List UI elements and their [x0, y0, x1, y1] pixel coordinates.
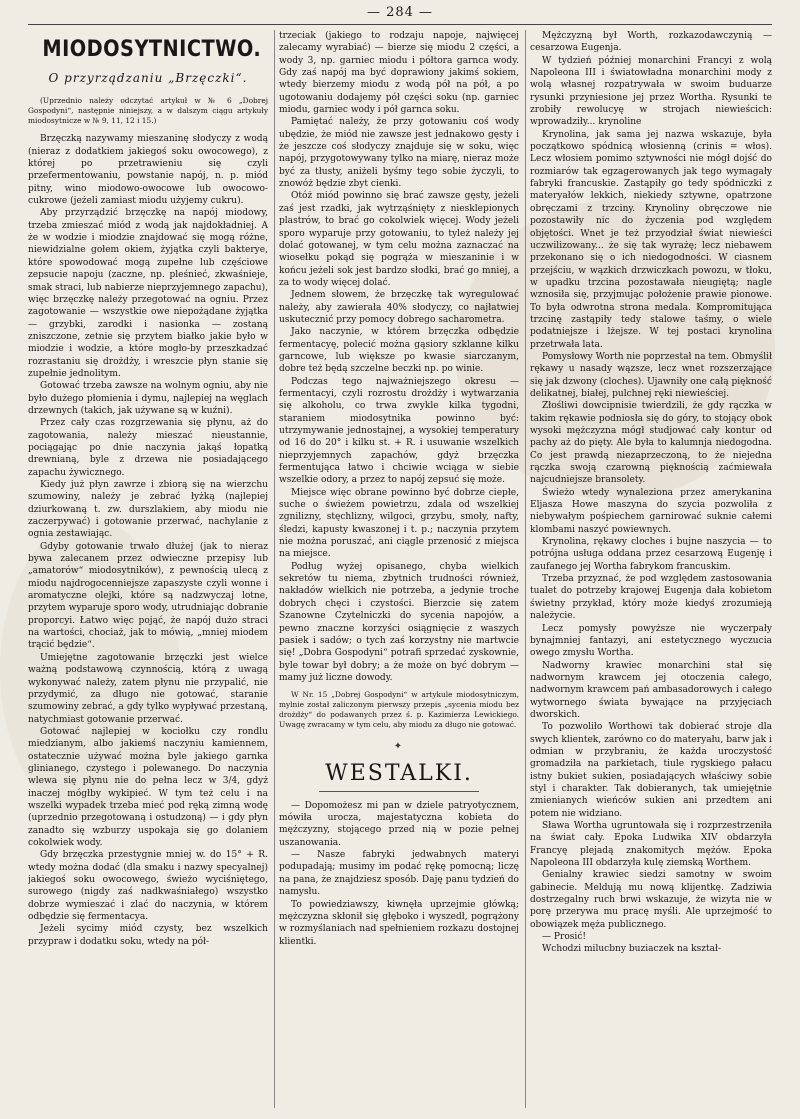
- paragraph: Podczas tego najważniejszego okresu — fermentacyi, czyli rozrostu drożdży i wytwarzania się alkoholu, co trwa zwykle kilka tygodni, staraniem miodosytnika powinno być: utrzymywanie jednostajnej, a wysokiej temperatury od 16 do 20° i kilku st. + R. i usuwanie wszelkich nieprzyjemnych zapachów, gdyż brzęczka fermentująca łatwo i chciwie wciąga w siebie wszelkie odory, a przez to napój zepsuć się może.: [279, 376, 519, 486]
- paragraph: Pamiętać należy, że przy gotowaniu coś wody ubędzie, że miód nie zawsze jest jednakowo gęsty i że jeszcze coś słodyczy znajduje się w soku, więc napój, przygotowywany tylko na miarę, nieraz może być za tłusty, aniżeli byśmy tego sobie życzyli, to znowóż będzie zbyt cienki.: [279, 117, 519, 190]
- column-1: [28, 30, 268, 1108]
- paragraph: Mężczyzną był Worth, rozkazodawczynią — cesarzowa Eugenja.: [530, 31, 772, 54]
- section-title: WESTALKI.: [279, 760, 519, 792]
- column-3: [530, 30, 772, 1108]
- column-separator: [274, 30, 275, 1108]
- paragraph: — Dopomożesz mi pan w dziele patryotycznem, mówiła urocza, majestatyczna kobieta do mężczyzny, stojącego przed nią w pozie pełnej uszanowania.: [279, 800, 519, 848]
- paragraph: Nadworny krawiec monarchini stał się nadwornym krawcem jej otoczenia całego, nadwornym krawcem pań ambasadorowych i całego wytwornego świata bywające na przyjęciach dworskich.: [530, 660, 772, 720]
- paragraph: Jednem słowem, że brzęczkę tak wyregulować należy, aby zawierała 40% słodyczy, co najłatwiej uskutecznić przy pomocy dobrego sacharometra.: [279, 290, 519, 325]
- paragraph: Umiejętne zagotowanie brzęczki jest wielce ważną podstawową czynnością, którą z uwagą wykonywać należy, zatem płynu nie przypalić, nie przydymić, za długo nie gotować, staranie szumowiny zebrać, a gdy tylko wypływać przestaną, natychmiast gotowanie przerwać.: [28, 652, 268, 725]
- paragraph: Kiedy już płyn zawrze i zbiorą się na wierzchu szumowiny, należy je zebrać łyżką (najlepiej dziurkowaną t. zw. durszlakiem, aby miodu nie zaczerpywać) i gotowanie przerwać, nachylanie z ognia zestawiając.: [28, 480, 268, 540]
- paragraph: — Prosić!: [542, 932, 587, 943]
- paragraph: Jeżeli sycimy miód czysty, bez wszelkich przypraw i dodatku soku, wtedy na pół-: [28, 924, 268, 947]
- paragraph: Krynolina, rękawy cloches i bujne naszycia — to potrójna usługa oddana przez cesarzową Eugenję i zaufanego jej Wortha fabrykom francuskim.: [530, 537, 772, 572]
- paragraph: Świeżo wtedy wynaleziona przez amerykanina Eljasza Howe maszyna do szycia pozwoliła z niebywałym pośpiechem garnirować suknie całemi klombami naszyć powiewnych.: [530, 487, 772, 535]
- paragraph: Sława Wortha ugruntowała się i rozprzestrzeniła na świat cały. Epoka Ludwika XIV obdarzyła Francyę plejadą znakomitych mężów. Epoka Napoleona III obdarzyła kulę ziemską Worthem.: [530, 821, 772, 869]
- footnote: W Nr. 15 „Dobrej Gospodyni“ w artykule miodosytniczym, mylnie został zaliczonym pierwszy przepis „sycenia miodu bez drożdży“ do podawanych przez ś. p. Kazimierza Lewickiego. Uwagę zwracamy w tym celu, aby miodu za długo nie gotować.: [279, 690, 519, 729]
- paragraph: Krynolina, jak sama jej nazwa wskazuje, była początkowo spódnicą włosienną (crinis = włos). Lecz włosiem pomimo sztywności nie mógł dojść do rozmiarów tak egzagerowanych jak tego wymagały fabryki francuskie. Zastąpiły go tedy spódniczki z materyałów lekkich, niekiedy sztywne, opatrzone obręczami z trzciny. Krynoliny obręczowe nie pozostawiły nic do życzenia pod względem objętości. Wnet je też przyodział świat niewieści uczwilizowany... że się tak wyrażę; lecz niebawem przekonano się o ich niedogodności. W ciasnem przejściu, w wązkich drzwiczkach powozu, w tłoku, w upadku trzcina pozostawała nieugiętą; nagle wznosiła się, przyjmując położenie prawie pionowe. To była odwrotna strona medala. Kompromitująca trzcinę zastąpiły tedy stalowe taśmy, o wiele podatniejsze i lżejsze. W tej postaci krynolina przetrwała lata.: [530, 129, 772, 350]
- paragraph: Trzeba przyznać, że pod względem zastosowania tualet do potrzeby krajowej Eugenja dała kobietom świetny przykład, który może kiedyś zrozumieją należycie.: [530, 574, 772, 622]
- paragraph: Przez cały czas rozgrzewania się płynu, aż do zagotowania, należy mieszać nieustannie, pociągając po dnie naczynia jakąś łopatką drewnianą, byle z drzewa nie posiadającego zapachu żywicznego.: [28, 418, 268, 478]
- column-separator: [525, 30, 526, 1108]
- paragraph: Gotować najlepiej w kociołku czy rondlu miedzianym, albo jakiemś naczyniu kamiennem, ostatecznie używać można byle jakiego garnka glinianego, czystego i polewanego. Do naczynia wlewa się płynu nie do pełna lecz w 3/4, gdyż inaczej mógłby wykipieć. W tym też celu i na wszelki wypadek trzeba mieć pod ręką zimną wodę (uprzednio przegotowaną i ostudzoną) — i gdy płyn zanadto się wzburzy uspokaja się go dolaniem cokolwiek wody.: [28, 726, 268, 848]
- article-title: MIODOSYTNICTWO.: [42, 37, 262, 62]
- ornament-divider: ✦: [393, 741, 405, 753]
- paragraph: W tydzień później monarchini Francyi z wolą Napoleona III i światowładna monarchini mody z wolą własnej rozpatrywała w swoim buduarze rysunki przyniesione jej przez Wortha. Rysunki te zrobiły rewolucyę w strojach niewieścich: wprowadziły... krynoline: [530, 55, 772, 128]
- paragraph: — Nasze fabryki jedwabnych materyi podupadają; musimy im podać rękę pomocną; liczę na pana, że znajdziesz sposób. Daję panu tydzień do namysłu.: [279, 850, 519, 898]
- paragraph: Jako naczynie, w którem brzęczka odbędzie fermentacyę, polecić można gąsiory szklanne kilku garncowe, lub większe po kwasie siarczanym, dobre też będą szczelne beczki np. po winie.: [279, 327, 519, 375]
- column-2: [279, 30, 519, 1108]
- paragraph: Otóż miód powinno się brać zawsze gęsty, jeżeli zaś jest rzadki, jak wytrząśnięty z niesklepionych plastrów, to brać go cokolwiek więcej. Wody jeżeli sporo wyparuje przy gotowaniu, to tyleż należy jej dolać gotowanej, w tym celu można zaznaczać na wiosełku pokąd się pogrąża w mieszaninie i w końcu jeżeli sok jest bardzo słodki, brać go mniej, a za to wody więcej dolać.: [279, 191, 519, 288]
- paragraph: Pomysłowy Worth nie poprzestał na tem. Obmyślił rękawy u nasady wązsze, lecz wnet rozszerzające się jak dzwony (cloches). Ujawniły one całą piękność delikatnej, białej, pulchnej ręki niewieściej.: [530, 351, 772, 399]
- paragraph: To pozwoliło Worthowi tak dobierać stroje dla swych klientek, zarówno co do materyału, barw jak i odmian w przybraniu, że każda uroczystość gromadziła na parkietach, tiule rygskiego pałacu istny bukiet sukien, posiadających właściwy sobie styl i charakter. Tak dobieranych, tak umiejętnie zmienianych wieńców sukien ani przedtem ani potem nie widziano.: [530, 722, 772, 819]
- paragraph: Brzęczką nazywamy mieszaninę słodyczy z wodą (nieraz z dodatkiem jakiegoś soku owocowego), z której po przetrawieniu się czyli przefermentowaniu, powstanie napój, n. p. miód pitny, wino miodowo-owocowe lub owocowo-cukrowe (jeżeli zamiast miodu użyjemy cukru).: [28, 134, 268, 207]
- paragraph: Miejsce więc obrane powinno być dobrze ciepłe, suche o świeżem powietrzu, zdala od wszelkiej zgnilizny, stęchlizny, wilgoci, grzybu, smoły, nafty, śledzi, kapusty kwaszonej i t. p.; naczynia przytem nie można poruszać, ani ciągle przenosić z miejsca na miejsce.: [279, 487, 519, 560]
- article-subtitle: O przyrządzaniu „Brzęczki“.: [48, 71, 248, 85]
- paragraph: Złośliwi dowcipnisie twierdzili, że gdy rączka w takim rękawie podniosła się do góry, to stojący obok wysoki mężczyzna mógł studjować cały kontur od pachy aż do pięty. Ale była to kalumnja niedogodna. Co jest prawdą niezaprzeczoną, to że niejedna rączka swoją czarowną pięknością zaćmiewała najcudniejsze bransolety.: [530, 401, 772, 486]
- paragraph: trzeciak (jakiego to rodzaju napoje, najwięcej zalecamy wyrabiać) — bierze się miodu 2 części, a wody 3, np. garniec miodu i półtora garnca wody. Gdy zaś napój ma być doprawiony jakimś sokiem, wtedy bierzemy miodu z wodą pół na pół, a po ugotowaniu dodajemy pół części soku (np. garniec miodu, garniec wody i pół garnca soku.: [279, 31, 519, 116]
- paragraph: Lecz pomysły powyższe nie wyczerpały bynajmniej fantazyi, ani estetycznego wyczucia owego zmysłu Wortha.: [530, 623, 772, 659]
- paragraph: Genialny krawiec siedzi samotny w swoim gabinecie. Meldują mu nową klijentkę. Zadziwia dostrzegalny ruch brwi wskazuje, że wizyta nie w porę przerywa mu pracę myśli. Ale uprzejmość to obowiązek męża publicznego.: [530, 870, 772, 930]
- paragraph: Wchodzi milucbny buziaczek na kształ-: [542, 944, 722, 955]
- paragraph: Podług wyżej opisanego, chyba wielkich sekretów tu niema, zbytnich trudności również, nakładów wielkich nie potrzeba, a jedynie troche dobrych chęci i czystości. Bierzcie się zatem Szanowne Czytelniczki do sycenia napojów, a pewno znaczne korzyści osiągnięcie z waszych pasiek i sadów; o tych zaś korzystny nie martwcie się! „Dobra Gospodyni“ potrafi sprzedać zyskownie, byle towar był dobry; a że może on być dobrym — mamy już liczne dowody.: [279, 561, 519, 683]
- paragraph: To powiedziawszy, kiwnęła uprzejmie główką; mężczyzna skłonił się głęboko i wyszedł, pogrążony w rozmyślaniach nad spełnieniem rozkazu dostojnej klientki.: [279, 899, 519, 947]
- editor-note: (Uprzednio należy odczytać artykuł w № 6 „Dobrej Gospodyni“, następnie niniejszy, a w dalszym ciągu artykuły miodosytnicze w № 9, 11, 12 i 15.): [28, 96, 268, 125]
- page-number: — 284 —: [366, 5, 434, 20]
- header-rule: [28, 24, 772, 25]
- paragraph: Gdyby gotowanie trwało dłużej (jak to nieraz bywa zalecanem przez odwieczne przepisy lub „amatorów“ miodosytników), z pewnością ulecą z miodu najdrogocenniejsze zapaszyste czyli wonne i aromatyczne olejki, które są nadzwyczaj lotne, przytem wyparuje sporo wody, utrudniając dobranie proporcyi. Łatwo więc pojąć, że napój dużo straci na wartości, chociaż, jak to mówią, „mniej miodem trącić będzie“.: [28, 541, 268, 651]
- paragraph: Aby przyrządzić brzęczkę na napój miodowy, trzeba zmieszać miód z wodą jak najdokładniej. A że w wodzie i miodzie znajdować się mogą różne, niewidzialne gołem okiem, żyjątka czyli bakterye, które spowodować mogą zupełne lub częściowe zepsucie napoju (zaczne, np. pleśnieć, zkwaśnieje, smak straci, lub nabierze nieprzyjemnego zapachu), więc brzęczkę należy przegotować na ogniu. Przez zagotowanie — wszystkie owe niepożądane żyjątka — grzybki, zarodki i nasionka — zostaną zniszczone, zetnie się przytem białko jakie było w miodzie i wodzie, a które mogło-by przeszkadzać rozrastaniu się drożdży, i wreszcie płyn stanie się zupełnie jednolitym.: [28, 208, 268, 379]
- paragraph: Gdy brzęczka przestygnie mniej w. do 15° + R. wtedy można dodać (dla smaku i nazwy specyalnej) jakiegoś soku owocowego, świeżo wyciśniętego, surowego (nigdy zaś nadkwaśniałego) wszystko dobrze wymieszać i zlać do naczynia, w którem odbędzie się fermentacya.: [28, 850, 268, 923]
- paragraph: Gotować trzeba zawsze na wolnym ogniu, aby nie było dużego płomienia i dymu, najlepiej na węglach drzewnych (takich, jak używane są w kuźni).: [28, 381, 268, 416]
